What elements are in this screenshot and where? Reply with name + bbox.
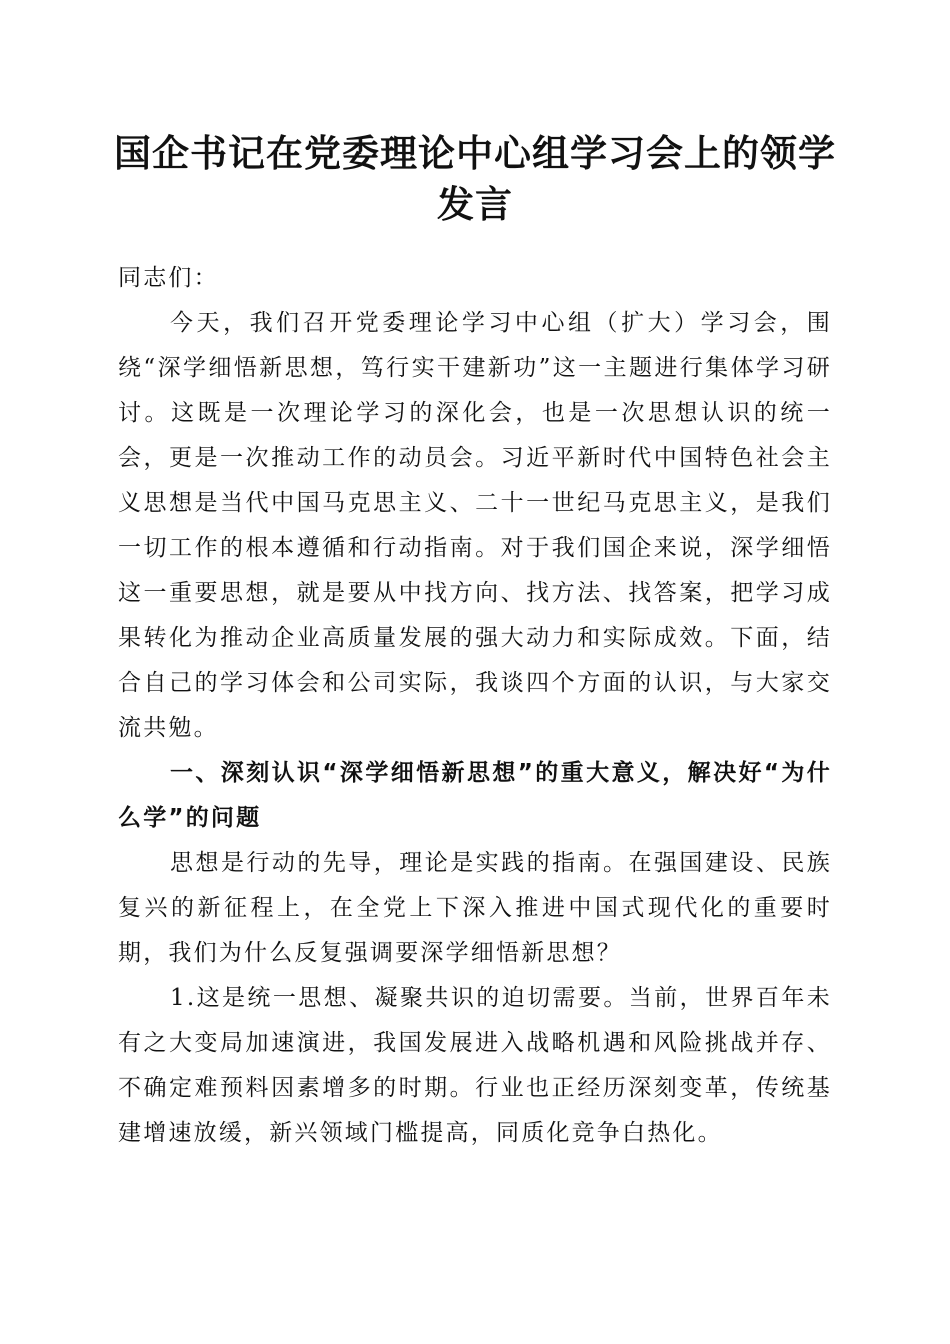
document-title: 国企书记在党委理论中心组学习会上的领学发言 — [114, 131, 836, 226]
document-body — [118, 256, 832, 1156]
opening-paragraph: 今天，我们召开党委理论学习中心组（扩大）学习会，围绕“深学细悟新思想，笃行实干建新功”这一主题进行集体学习研讨。这既是一次理论学习的深化会，也是一次思想认识的统一会，更是一次推动工作的动员会。习近平新时代中国特色社会主义思想是当代中国马克思主义、二十一世纪马克思主义，是我们一切工作的根本遵循和行动指南。对于我们国企来说，深学细悟这一重要思想，就是要从中找方向、找方法、找答案，把学习成果转化为推动企业高质量发展的强大动力和实际成效。下面，结合自己的学习体会和公司实际，我谈四个方面的认识，与大家交流共勉。 — [118, 310, 832, 741]
salutation: 同志们： — [118, 265, 219, 291]
section-1-intro-paragraph: 思想是行动的先导，理论是实践的指南。在强国建设、民族复兴的新征程上，在全党上下深入推进中国式现代化的重要时期，我们为什么反复强调要深学细悟新思想？ — [118, 850, 832, 966]
section-1-point-1-paragraph: 1.这是统一思想、凝聚共识的迫切需要。当前，世界百年未有之大变局加速演进，我国发展进入战略机遇和风险挑战并存、不确定难预料因素增多的时期。行业也正经历深刻变革，传统基建增速放缓，新兴领域门槛提高，同质化竞争白热化。 — [118, 985, 832, 1146]
section-heading-1: 一、深刻认识“深学细悟新思想”的重大意义，解决好“为什么学”的问题 — [118, 760, 832, 831]
